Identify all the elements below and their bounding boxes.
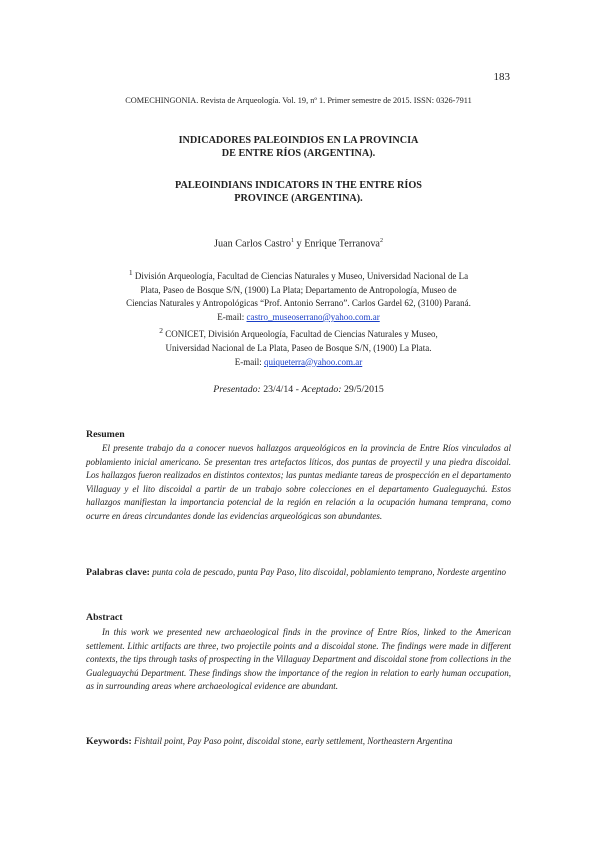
email-link-terranova[interactable]: quiqueterra@yahoo.com.ar: [264, 356, 363, 367]
abstract-heading: Abstract: [86, 612, 123, 623]
presented-label: Presentado:: [213, 384, 261, 395]
keywords-text: Fishtail point, Pay Paso point, discoidal stone, early settlement, Northeastern Argentina: [131, 736, 453, 746]
accepted-label: Aceptado:: [301, 384, 342, 395]
affiliation-2-line2: Universidad Nacional de La Plata, Paseo de Bosque S/N, (1900) La Plata.: [165, 342, 432, 353]
affiliation-2-email-line: [86, 356, 511, 370]
affiliation-1-email-line: [86, 311, 511, 325]
keywords-label: Keywords:: [86, 736, 132, 747]
author-2: Enrique Terranova: [304, 238, 380, 250]
author-2-affil-mark: 2: [379, 238, 383, 244]
author-1-affil-mark: 1: [291, 238, 294, 244]
resumen-heading: Resumen: [86, 429, 125, 440]
title-spanish-line2: DE ENTRE RÍOS (ARGENTINA).: [221, 148, 376, 159]
affiliation-2-line1: $^2$ CONICET, División Arqueología, Facultad de Ciencias Naturales y Museo,: [159, 326, 438, 340]
email-label: E-mail:: [234, 356, 264, 367]
affiliations: [86, 266, 511, 369]
author-conjunction: y: [294, 238, 305, 250]
affiliation-1-line1: $^1$ División Arqueología, Facultad de Ciencias Naturales y Museo, Universidad Nacional de La: [128, 268, 469, 281]
abstract-text: In this work we presented new archaeological finds in the province of Entre Ríos, linked to the American settlement. Lithic artifacts are three, two projectile points and a discoidal stone. The findings were made in different contexts, the tips through tasks of prospecting in the Villaguay Department and discoidal stone from collections in the Gualeguaychú Department. These findings show the importance of the region in relation to early human occupation, as in surrounding areas where archaeological evidence are abundant.: [86, 627, 511, 691]
email-label: E-mail:: [217, 311, 247, 322]
title-english-line2: PROVINCE (ARGENTINA).: [234, 193, 363, 204]
palabras-clave-text: punta cola de pescado, punta Pay Paso, lito discoidal, poblamiento temprano, Nordeste argentino: [149, 567, 506, 577]
affiliation-1-mark: 1: [128, 268, 133, 277]
page-number: 183: [493, 71, 510, 83]
affiliation-2-mark: 2: [159, 326, 163, 336]
palabras-clave: [86, 566, 511, 580]
authors: [86, 238, 511, 249]
title-english-line1: PALEOINDIANS INDICATORS IN THE ENTRE RÍOS: [175, 180, 422, 191]
affiliation-1-line3: Ciencias Naturales y Antropológicas “Prof. Antonio Serrano”. Carlos Gardel 62, (3100) Paraná.: [126, 298, 471, 309]
title-english: [86, 179, 511, 205]
email-link-castro[interactable]: castro_museoserrano@yahoo.com.ar: [246, 311, 380, 322]
resumen-text: El presente trabajo da a conocer nuevos hallazgos arqueológicos en la provincia de Entre Ríos vinculados al poblamiento inicial americano. Se presentan tres artefactos líticos, dos puntas de proyectil y una piedra discoidal. Los hallazgos fueron realizados en distintos contextos; las puntas mediante tareas de prospección en el departamento Villaguay y el lito discoidal a partir de un trabajo sobre colecciones en el departamento Gualeguaychú. Estos hallazgos manifiestan la importancia potencial de la región en relación a la ocupación humana temprana, como ocurre en áreas circundantes donde las evidencias arqueológicas son abundantes.: [86, 443, 511, 521]
title-spanish: [86, 134, 511, 160]
presented-date: 23/4/14 -: [260, 384, 302, 395]
journal-header: COMECHINGONIA. Revista de Arqueología. Vol. 19, nº 1. Primer semestre de 2015. ISSN: 0326-7911: [125, 96, 472, 105]
accepted-date: 29/5/2015: [341, 384, 384, 395]
submission-dates: [86, 384, 511, 395]
keywords: [86, 735, 511, 749]
author-1: Juan Carlos Castro: [214, 238, 291, 250]
palabras-clave-label: Palabras clave:: [86, 567, 150, 578]
title-spanish-line1: INDICADORES PALEOINDIOS EN LA PROVINCIA: [178, 135, 419, 146]
affiliation-1-line2: Plata, Paseo de Bosque S/N, (1900) La Plata; Departamento de Antropología, Museo de: [140, 284, 457, 295]
